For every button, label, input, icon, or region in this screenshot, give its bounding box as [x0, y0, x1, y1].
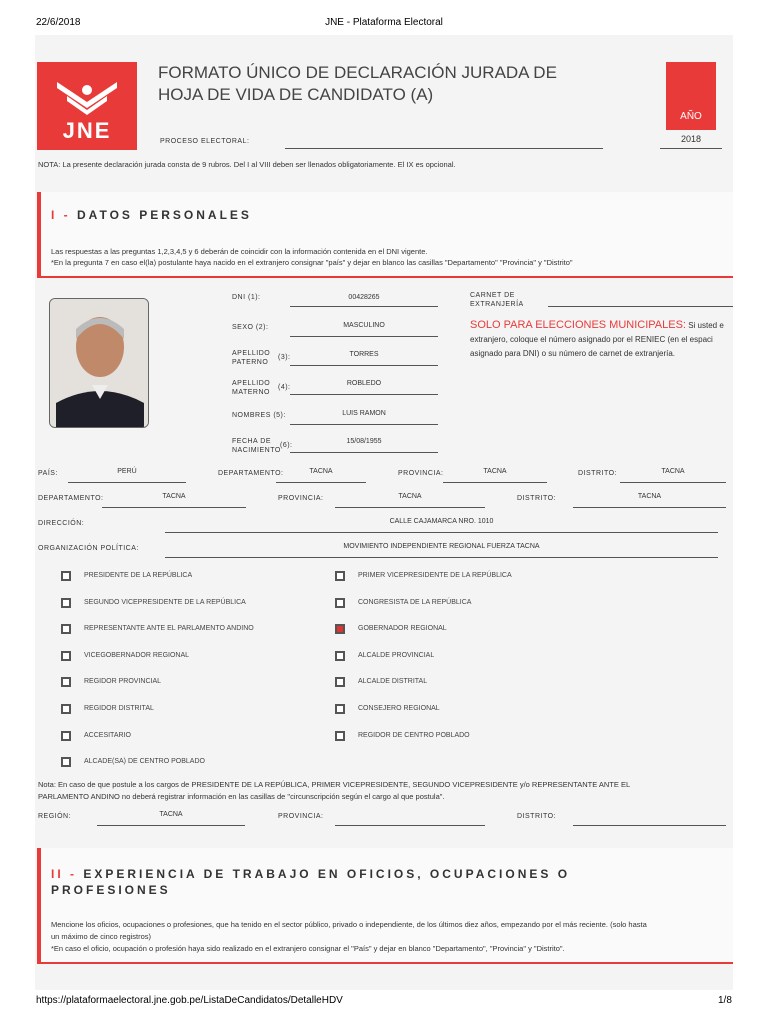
nac-dep-label: DEPARTAMENTO:	[218, 470, 284, 477]
print-title: JNE - Plataforma Electoral	[325, 17, 443, 28]
section-2-text-3: *En caso el oficio, ocupación o profesión haya sido realizado en el extranjero consignar el "País" y dejar en blanco "Departamento", "Provincia" y "Distrito".	[51, 944, 565, 953]
org-label: ORGANIZACIÓN POLÍTICA:	[38, 545, 139, 552]
candidate-portrait-icon	[50, 299, 149, 428]
cargo-checkbox[interactable]	[61, 651, 71, 661]
pais-value: PERÚ	[117, 468, 137, 475]
cargo-label: REGIDOR DISTRITAL	[84, 705, 154, 712]
dom-dep-label: DEPARTAMENTO:	[38, 495, 104, 502]
ap-materno-value: ROBLEDO	[346, 380, 382, 387]
region-value: TACNA	[159, 811, 183, 818]
cargo-checkbox[interactable]	[335, 624, 345, 634]
cargo-label: GOBERNADOR REGIONAL	[358, 625, 447, 633]
fecha-value: 15/08/1955	[346, 438, 382, 445]
cargo-checkbox[interactable]	[335, 677, 345, 687]
dom-dist-label: DISTRITO:	[517, 495, 556, 502]
nac-dep-value: TACNA	[309, 468, 333, 475]
cargo-checkbox[interactable]	[61, 757, 71, 767]
section-1-text-1: Las respuestas a las preguntas 1,2,3,4,5 y 6 deberán de coincidir con la información contenida en el DNI vigente.	[51, 247, 428, 256]
cargo-label: ALCADE(SA) DE CENTRO POBLADO	[84, 758, 205, 766]
nombres-label: NOMBRES (5):	[232, 412, 286, 419]
cargo-label: CONGRESISTA DE LA REPÚBLICA	[358, 598, 472, 606]
proceso-label: PROCESO ELECTORAL:	[160, 138, 250, 145]
nac-dist-label: DISTRITO:	[578, 470, 617, 477]
nac-prov-value: TACNA	[483, 468, 507, 475]
cargo-label: ALCALDE DISTRITAL	[358, 678, 428, 686]
section-1-text-2: *En la pregunta 7 en caso el(la) postulante haya nacido en el extranjero consignar "país" y dejar en blanco las casillas "Departamento" "Provincia" y "Distrito"	[51, 258, 573, 267]
nombres-value: LUIS RAMON	[342, 410, 386, 417]
ap-materno-num: (4):	[278, 384, 291, 391]
anio-box	[666, 62, 716, 130]
section-2-text-2: un máximo de cinco registros)	[51, 932, 152, 941]
nac-dist-value: TACNA	[661, 468, 685, 475]
cargo-checkbox[interactable]	[335, 731, 345, 741]
cargo-label: REGIDOR PROVINCIAL	[84, 678, 162, 686]
cargo-checkbox[interactable]	[61, 571, 71, 581]
direccion-value: CALLE CAJAMARCA NRO. 1010	[389, 518, 494, 525]
print-page: 1/8	[718, 995, 732, 1006]
municipales-note: SOLO PARA ELECCIONES MUNICIPALES: Si usted e extranjero, coloque el número asignado por el RENIEC (en el espaci asignado para DNI) o su número de carnet de extranjería.	[470, 319, 724, 358]
nota-cargos-1: Nota: En caso de que postule a los cargos de PRESIDENTE DE LA REPÚBLICA, PRIMER VICEPRESIDENTE, SEGUNDO VICEPRESIDENTE y/o REPRESENTANTE ANTE EL	[38, 780, 631, 789]
ap-paterno-value: TORRES	[349, 351, 379, 358]
cargo-checkbox[interactable]	[61, 704, 71, 714]
dom-dist-value: TACNA	[637, 493, 662, 500]
cargo-label: REPRESENTANTE ANTE EL PARLAMENTO ANDINO	[84, 625, 254, 633]
sexo-label: SEXO (2):	[232, 324, 269, 331]
circ-prov-label: PROVINCIA:	[278, 813, 324, 820]
circ-dist-label: DISTRITO:	[517, 813, 556, 820]
nac-prov-label: PROVINCIA:	[398, 470, 444, 477]
anio-label: AÑO	[680, 111, 702, 122]
sexo-value: MASCULINO	[343, 322, 385, 329]
cargo-checkbox[interactable]	[335, 598, 345, 608]
section-2-text-1: Mencione los oficios, ocupaciones o profesiones, que ha tenido en el sector público, privado o independiente, de los últimos diez años, empezando por el más reciente. (solo hasta	[51, 920, 647, 929]
cargo-label: PRIMER VICEPRESIDENTE DE LA REPÚBLICA	[358, 572, 512, 579]
section-1-title: I - DATOS PERSONALES	[51, 208, 252, 222]
carnet-label: CARNET DE EXTRANJERÍA	[470, 292, 524, 308]
section-2-title: II - EXPERIENCIA DE TRABAJO EN OFICIOS, OCUPACIONES O PROFESIONES	[51, 867, 571, 897]
region-label: REGIÓN:	[38, 813, 72, 820]
cargo-checkbox[interactable]	[335, 571, 345, 581]
pais-label: PAÍS:	[38, 470, 58, 477]
jne-logo	[37, 62, 137, 150]
section-datos-personales	[37, 192, 733, 278]
cargo-checkbox[interactable]	[61, 731, 71, 741]
nota-cargos-2: PARLAMENTO ANDINO no deberá registrar información en las casillas de "circunscripción según el cargo al que postula".	[38, 792, 445, 801]
candidate-photo	[49, 298, 149, 428]
dom-dep-value: TACNA	[162, 493, 186, 500]
cargo-checkbox[interactable]	[61, 677, 71, 687]
print-url: https://plataformaelectoral.jne.gob.pe/ListaDeCandidatos/DetalleHDV	[36, 995, 343, 1006]
title-line-2: HOJA DE VIDA DE CANDIDATO (A)	[158, 85, 434, 104]
cargo-label: ALCALDE PROVINCIAL	[358, 651, 435, 659]
anio-value: 2018	[680, 134, 702, 144]
cargo-label: PRESIDENTE DE LA REPÚBLICA	[84, 572, 193, 579]
org-value: MOVIMIENTO INDEPENDIENTE REGIONAL FUERZA TACNA	[343, 543, 540, 550]
cargo-checkbox[interactable]	[335, 704, 345, 714]
fecha-num: (6):	[280, 442, 293, 449]
ap-paterno-num: (3):	[278, 354, 291, 361]
form-sheet	[35, 35, 733, 990]
logo-text: JNE	[62, 118, 112, 143]
form-title	[158, 62, 628, 106]
cargo-label: CONSEJERO REGIONAL	[358, 705, 440, 712]
ap-paterno-label: APELLIDO PATERNO	[232, 350, 271, 366]
cargo-checkbox[interactable]	[61, 598, 71, 608]
dom-prov-value: TACNA	[398, 493, 422, 500]
cargo-label: SEGUNDO VICEPRESIDENTE DE LA REPÚBLICA	[84, 598, 246, 606]
print-date: 22/6/2018	[36, 17, 81, 28]
cargo-checkbox[interactable]	[335, 651, 345, 661]
nota-top: NOTA: La presente declaración jurada consta de 9 rubros. Del I al VIII deben ser llenados obligatoriamente. El IX es opcional.	[38, 160, 456, 169]
section-experiencia	[37, 848, 733, 964]
dni-value: 00428265	[348, 294, 380, 301]
cargo-label: REGIDOR DE CENTRO POBLADO	[358, 731, 470, 739]
title-line-1: FORMATO ÚNICO DE DECLARACIÓN JURADA DE	[158, 63, 557, 82]
cargo-label: VICEGOBERNADOR REGIONAL	[84, 651, 190, 659]
dni-label: DNI (1):	[232, 294, 261, 301]
direccion-label: DIRECCIÓN:	[38, 520, 85, 527]
dom-prov-label: PROVINCIA:	[278, 495, 324, 502]
ap-materno-label: APELLIDO MATERNO	[232, 380, 271, 396]
fecha-label: FECHA DE NACIMIENTO	[232, 438, 281, 454]
cargo-checkbox[interactable]	[61, 624, 71, 634]
cargo-label: ACCESITARIO	[84, 731, 131, 739]
